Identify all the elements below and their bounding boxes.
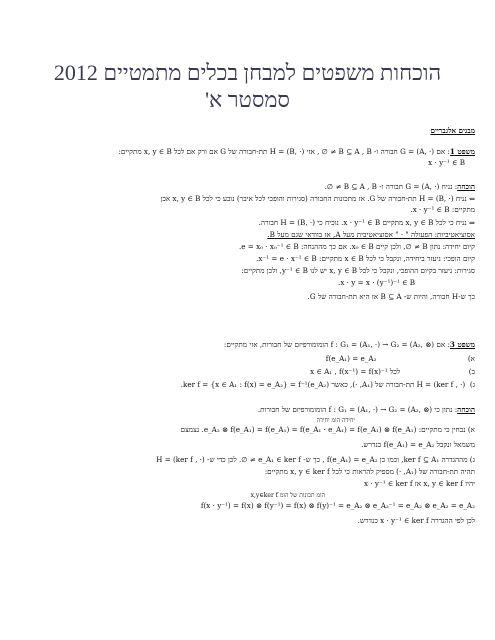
proof-1-line-4: ⇒ נניח כי לכל x, y ∈ B מתקיים x · y⁻¹ ∈ B. נוכיח כי H = (B, ·) חבורה.: [258, 218, 475, 227]
proof-1-line-1: הוכחה: נניח G = (A, ·) חבורה ו- B ⊆ A , B ≠ ∅.: [324, 182, 475, 191]
proof-1-line-9: x · y = x · (y⁻¹)⁻¹ ∈ B.: [338, 278, 415, 287]
proof-3-line-2: א) נבחין כי מתקיים: e_A₂ ⊗ f(e_A₁) = f(e_A₁) = f(e_A₁ · e_A₁) = f(e_A₁) ⊗ f(e_A₁). נצמצם: [180, 425, 475, 434]
proof-3-line-1: הוכחה: נתון כי f : G₁ = (A₁, ·) → G₂ = (A₂, ⊗) הומומורפיזם של חבורות.: [257, 405, 475, 414]
theorem-3-item-a: א) f(e_A₁) = e_A₂: [325, 354, 475, 363]
proof-3-line-3: משמאל ונקבל f(e_A₁) = e_A₂ כנדרש.: [361, 440, 475, 449]
theorem-3-item-c: ג) H = (ker f , ·) תת-חבורה של (A₁, ·), כאשר ker f = {x ∈ A₁ : f(x) = e_A₂} = f⁻¹(e_A₂).: [180, 380, 475, 389]
proof-3-line-4: ג) מההגדרה ker f ⊆ A₁, וכמו כן f(e_A₁) = e_A₂ , כך ש- e_A₁ ∈ ker f ≠ ∅. לכן כדי ש- H = (ker f , ·): [156, 455, 475, 464]
proof-1-line-5: אסוציאטיביות: הפעולה " · " אסוציאטיבית מעל A, אז בוודאי שגם מעל B.: [267, 230, 475, 239]
proof-3-label: הוכחה: [457, 405, 475, 414]
document-title: הוכחות משפטים למבחן בכלים מתמטיים 2012: [53, 60, 442, 85]
document-subtitle: סמסטר א': [205, 87, 290, 112]
section-heading: מבנים אלגבריים: [430, 126, 475, 135]
proof-3-line-6: יהיו x, y ∈ ker f אז x · y⁻¹ ∈ ker f: [363, 479, 475, 488]
proof-3-line-5: תהיה תת-חבורה של (A₁, ·) מספיק להראות כי לכל x, y ∈ ker f מתקיים:: [264, 467, 475, 476]
proof-1-line-2: ⇐ נניח H = (B, ·) תת-חבורה של G. אז מתכונות החבורה (סגירות והופכי לכל איבר) נובע כי לכל x, y ∈ B אכן: [160, 194, 475, 203]
proof-1-line-8: סגירות: ניעזר בקיום ההופכי, ונקבל כי לכל x, y ∈ B יש לנו y⁻¹ ∈ B, ולכן מתקיים:: [241, 266, 475, 275]
theorem-1-condition: x · y⁻¹ ∈ B: [428, 158, 465, 167]
theorem-1-statement: [20, 147, 475, 157]
proof-3-line-8: לכן לפי ההגדרה x · y⁻¹ ∈ ker f כנדרש.: [357, 516, 475, 525]
proof-1-label: הוכחה: [457, 182, 475, 191]
theorem-1-text: : אם G = (A, ·) חבורה ו- B ⊆ A , B ≠ ∅ , אזי H = (B, ·) תת-חבורה של G אם ורק אם לכל x, y ∈ B מתקיים:: [118, 147, 450, 156]
proof-1-line-6: קיום יחידה: נתון B ≠ ∅, ולכן קיים x₀ ∈ B. אם כך מההנחה: e = x₀ · x₀⁻¹ ∈ B.: [238, 242, 475, 251]
theorem-1-label: משפט 1: [449, 147, 475, 156]
proof-1-line-3: מתקיים: x · y⁻¹ ∈ B.: [410, 205, 475, 214]
theorem-3-item-b: ב) לכל x ∈ A₁ , f(x⁻¹) = f(x)⁻¹: [310, 367, 475, 376]
proof-1-line-7: קיום הופכי: ניעזר ביחידה, ונקבל כי לכל x ∈ B מתקיים: x⁻¹ = e · x⁻¹ ∈ B.: [256, 254, 475, 263]
proof-3-line-7: f(x · y⁻¹) = f(x) ⊗ f(y⁻¹) = f(x) ⊗ f(y)⁻¹ = e_A₂ ⊗ e_A₂⁻¹ = e_A₂ ⊗ e_A₂ = e_A₂: [200, 501, 475, 510]
proof-3-annotation-1: יחידה הומ יחידה: [316, 417, 355, 424]
proof-1-line-10: כך ש-H חבורה, והיות ש- B ⊆ A אז היא תת-חבורה של G.: [307, 292, 475, 301]
theorem-3-label: משפט 3: [449, 340, 475, 349]
theorem-3-statement: משפט 3: אם f : G₁ = (A₁, ·) → G₂ = (A₂, ⊗) הומומורפיזם של חבורות, אזי מתקיים:: [223, 340, 475, 349]
proof-3-annotation-2: הומ תכונות של הומ x,y∈ker f: [250, 492, 325, 499]
